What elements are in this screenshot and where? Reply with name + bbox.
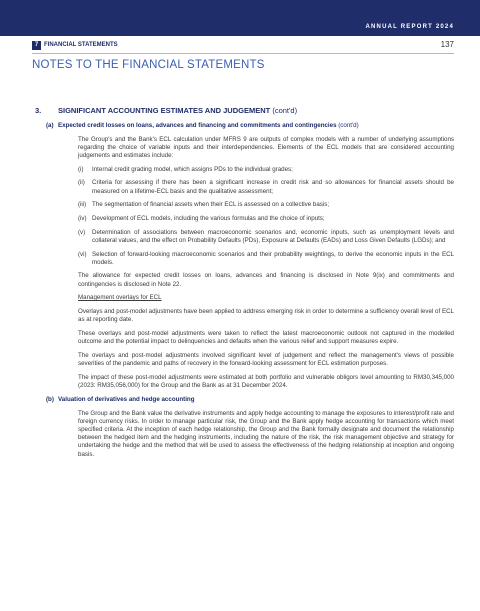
- header-divider: [32, 53, 454, 54]
- subsection-a-title: Expected credit losses on loans, advances and financing and commitments and contingencies: [58, 122, 337, 129]
- report-title: ANNUAL REPORT 2024: [365, 24, 454, 30]
- list-item: [78, 229, 454, 245]
- list-item-text: Criteria for assessing if there has been a significant increase in credit risk and so allowances for financial assets should be measured on a lifetime-ECL basis and the qualitative assessment;: [92, 179, 454, 195]
- hedge-paragraph: The Group and the Bank value the derivative instruments and apply hedge accounting to manage the exposures to interest/profit rate and foreign currency risks. In order to manage particular risk, the Group and the Bank apply hedge accounting for transactions which meet specified criteria. At the inception of each hedge relationship, the Group and the Bank formally designate and document the relationship between the hedged item and the hedging instruments, including the nature of the risk, the risk management objective and strategy for undertaking the hedge and the method that will be used to assess the effectiveness of the hedging relationship at inception and ongoing basis.: [78, 409, 454, 458]
- list-item: [78, 179, 454, 195]
- subsection-a-body: [78, 136, 454, 391]
- section-name: FINANCIAL STATEMENTS: [44, 42, 118, 48]
- section-header: [32, 41, 454, 51]
- overlays-paragraph: The impact of these post-model adjustments were estimated at both portfolio and vulnerable obligors level amounting to RM30,345,000 (2023: RM35,056,000) for the Group and the Bank as at 31 December 2024.: [78, 373, 454, 389]
- allowance-paragraph: The allowance for expected credit losses on loans, advances and financing is disclosed in Note 9(ix) and commitments and contingencies is disclosed in Note 22.: [78, 272, 454, 288]
- subsection-a-label: (a): [46, 122, 54, 129]
- list-item-text: Determination of associations between macroeconomic scenarios and, economic inputs, such as unemployment levels and collateral values, and the effect on Probability Defaults (PDs), Exposure at Defaults (EADs) and Loss Given Defaults (LGDs); and: [92, 228, 454, 244]
- subsection-b-body: [78, 410, 454, 459]
- note-heading-row: [32, 106, 454, 116]
- overlays-paragraph: These overlays and post-model adjustments were taken to reflect the latest macroeconomic outlook not captured in the modelled outcome and the potential impact to delinquencies and defaults when the various relief and support measures expire.: [78, 329, 454, 346]
- section-number-badge: 7: [32, 41, 41, 50]
- list-item-number: (ii): [78, 179, 85, 187]
- note-content: [32, 106, 454, 459]
- list-item: [78, 201, 454, 209]
- list-item-text: Development of ECL models, including the various formulas and the choice of inputs;: [92, 214, 325, 222]
- note-heading: [58, 106, 454, 116]
- subsection-b-heading: [32, 396, 454, 404]
- subsection-b-label: (b): [46, 396, 54, 404]
- list-item-number: (iv): [78, 214, 87, 222]
- subsection-b-title: Valuation of derivatives and hedge accounting: [58, 396, 195, 404]
- page-title: NOTES TO THE FINANCIAL STATEMENTS: [32, 59, 265, 71]
- list-item-text: Internal credit grading model, which assigns PDs to the individual grades;: [92, 165, 293, 173]
- list-item-number: (iii): [78, 201, 87, 209]
- note-heading-text: SIGNIFICANT ACCOUNTING ESTIMATES AND JUDGEMENT: [58, 106, 271, 115]
- list-item-number: (i): [78, 165, 84, 173]
- list-item-text: Selection of forward-looking macroeconomic scenarios and their probability weightings, to derive the economic inputs in the ECL models.: [92, 250, 454, 266]
- header-band: [0, 0, 480, 36]
- overlays-paragraph: Overlays and post-model adjustments have been applied to address emerging risk in order to determine a sufficiency overall level of ECL as at reporting date.: [78, 308, 454, 324]
- list-item-text: The segmentation of financial assets when their ECL is assessed on a collective basis;: [92, 201, 330, 209]
- list-item: [78, 251, 454, 267]
- list-item: [78, 166, 454, 174]
- note-heading-cont: (cont'd): [272, 106, 298, 115]
- intro-paragraph: The Group's and the Bank's ECL calculation under MFRS 9 are outputs of complex models with a number of underlying assumptions regarding the choice of variable inputs and their interdependencies. Elements of the ECL models that are considered accounting judgements and estimates include:: [78, 135, 454, 159]
- subsection-a-heading: [32, 122, 454, 130]
- overlays-heading: Management overlays for ECL: [78, 294, 162, 302]
- list-item-number: (vi): [78, 250, 87, 258]
- overlays-paragraph: The overlays and post-model adjustments involved significant level of judgement and reflect the management's views of possible severities of the pandemic and paths of recovery in the forward-looking assessment for ECL estimation purposes.: [78, 351, 454, 368]
- list-item: [78, 215, 454, 223]
- list-item-number: (v): [78, 228, 86, 236]
- note-number: 3.: [35, 106, 42, 115]
- page-number: 137: [440, 40, 454, 49]
- subsection-a-cont: (cont'd): [338, 122, 359, 129]
